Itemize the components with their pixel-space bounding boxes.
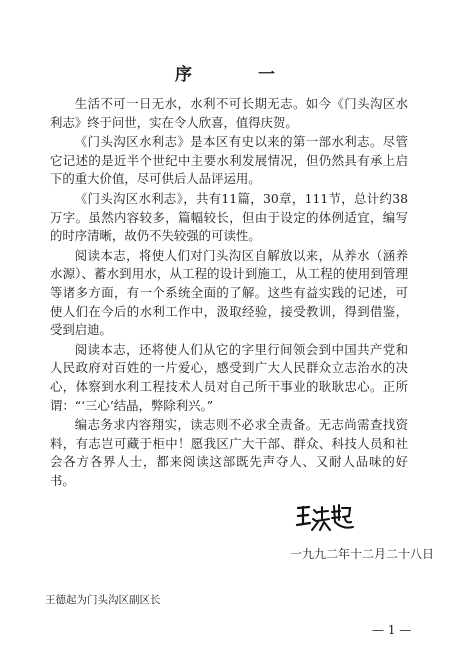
preface-body (50, 95, 408, 491)
author-footnote: 王德起为门头沟区副区长 (45, 594, 161, 606)
signature-date: 一九九二年十二月二十八日 (290, 547, 435, 561)
paragraph-6: 编志务求内容翔实，读志则不必求全责备。无志尚需查找资料，有志岂可藏于柜中！愿我区广大干部、群众、科技人员和社会各方各界人士，都来阅读这部既先声夺人、又耐人品味的好书。 (50, 417, 408, 488)
paragraph-3: 《门头沟区水利志》，共有11篇，30章，111节，总计约38万字。虽然内容较多，篇幅较长，但由于设定的体例适宜，编写的时序清晰，故仍不失较强的可读性。 (50, 190, 408, 244)
page-title: 序 一 (175, 65, 305, 85)
handwritten-signature (295, 500, 355, 534)
paragraph-1: 生活不可一日无水，水利不可长期无志。如今《门头沟区水利志》终于问世，实在令人欣喜，值得庆贺。 (50, 96, 408, 130)
paragraph-2: 《门头沟区水利志》是本区有史以来的第一部水利志。尽管它记述的是近半个世纪中主要水利发展情况，但仍然具有承上启下的重大价值，尽可供后人品评运用。 (50, 134, 408, 187)
page-number: — 1 — (372, 623, 412, 637)
paragraph-4: 阅读本志，将使人们对门头沟区自解放以来，从养水（涵养水源）、蓄水到用水，从工程的设计到施工，从工程的使用到管理等诸多方面，有一个系统全面的了解。这些有益实践的记述，可使人们在今后的水利工作中，汲取经验，接受教训，得到借鉴，受到启迪。 (50, 247, 408, 338)
paragraph-5: 阅读本志，还将使人们从它的字里行间领会到中国共产党和人民政府对百姓的一片爱心，感受到广大人民群众立志治水的决心，体察到水利工程技术人员对自己所干事业的耿耿忠心。正所谓：“‘三心’结晶，弊除利兴。” (50, 341, 408, 413)
